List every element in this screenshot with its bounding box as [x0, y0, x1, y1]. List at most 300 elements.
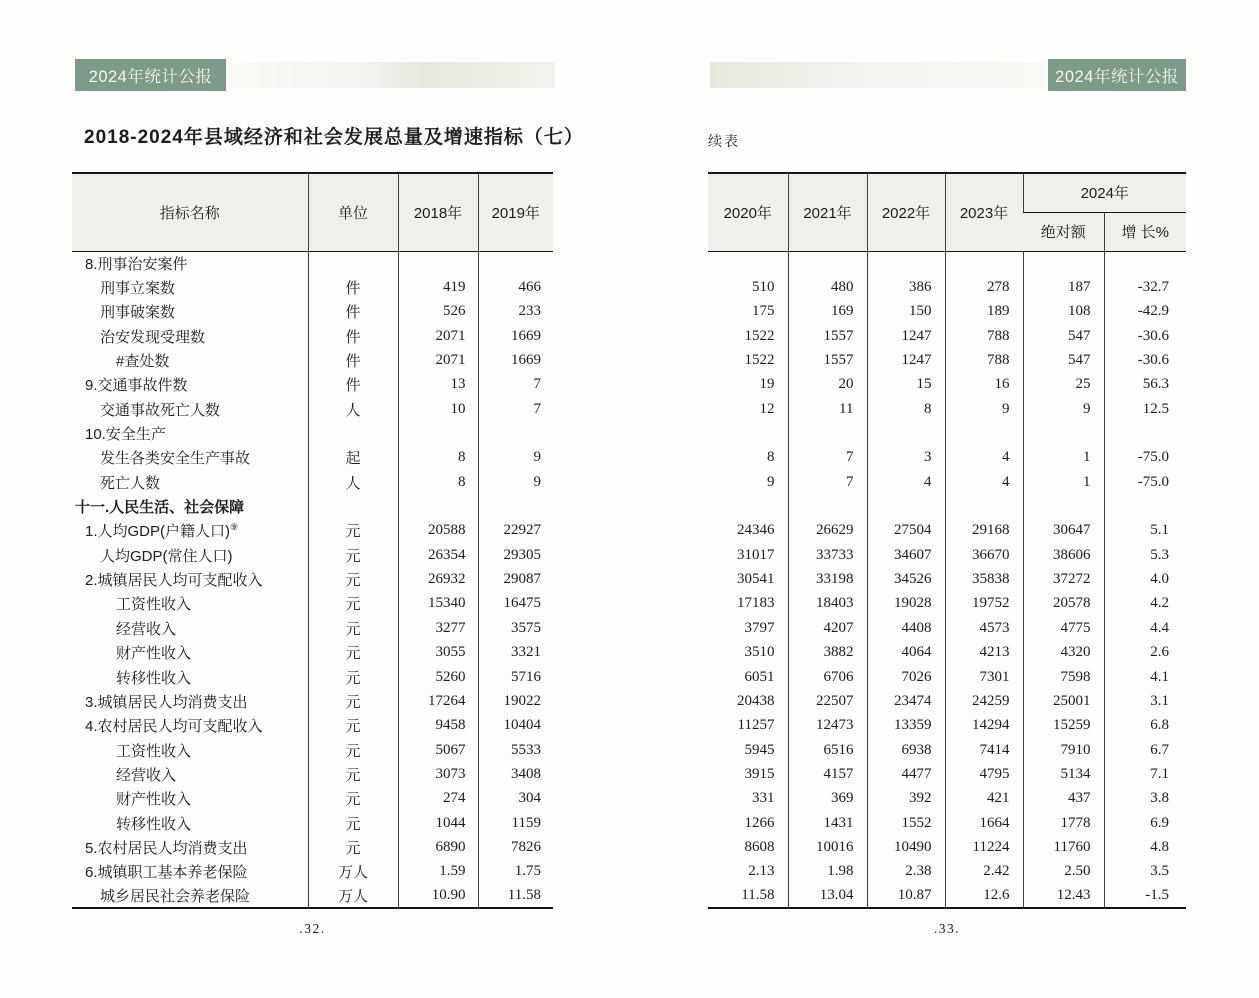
indicator-value: 12.43: [1023, 884, 1104, 908]
indicator-value: 25001: [1023, 689, 1104, 713]
left-banner-label: 2024年统计公报: [88, 68, 213, 86]
indicator-value: 274: [398, 787, 478, 811]
indicator-name: 3.城镇居民人均消费支出: [85, 693, 248, 711]
indicator-value: 9: [767, 473, 775, 490]
indicator-value: 30541: [737, 571, 775, 588]
indicator-name: 2.城镇居民人均可支配收入: [85, 572, 263, 590]
indicator-unit: 元: [308, 835, 398, 859]
indicator-unit: 件: [308, 324, 398, 348]
indicator-value: 36670: [945, 543, 1023, 567]
indicator-value: 29168: [945, 519, 1023, 543]
indicator-name: 10.安全生产: [85, 426, 166, 444]
indicators-table-right: [708, 172, 1186, 909]
indicator-value: [478, 494, 553, 518]
indicator-value: [867, 421, 945, 445]
indicator-value: 3882: [788, 641, 867, 665]
indicator-unit: 元: [308, 641, 398, 665]
indicator-value: 3510: [744, 644, 775, 661]
table-row: [72, 446, 553, 470]
indicator-value: 9: [478, 446, 553, 470]
indicator-value: 7: [478, 397, 553, 421]
table-row: [708, 567, 1186, 591]
indicator-value: 1778: [1023, 811, 1104, 835]
indicator-value: 1247: [867, 324, 945, 348]
indicator-growth-value: 56.3: [1104, 373, 1186, 397]
page-number-right: .33.: [933, 921, 961, 936]
table-row: [708, 835, 1186, 859]
indicator-growth-value: -75.0: [1104, 446, 1186, 470]
indicator-value: 2071: [398, 324, 478, 348]
indicator-value: 7: [478, 373, 553, 397]
indicator-value: 3408: [478, 762, 553, 786]
indicator-value: [867, 251, 945, 275]
indicator-value: 11.58: [741, 887, 775, 904]
table-row: [72, 275, 553, 299]
table-row: [708, 470, 1186, 494]
indicator-value: 1557: [788, 348, 867, 372]
column-group-header-2024: 2024年: [1023, 173, 1186, 212]
indicator-unit: 元: [308, 616, 398, 640]
indicator-value: 3915: [744, 765, 775, 782]
left-table-body: [72, 251, 553, 908]
indicator-value: 11760: [1023, 835, 1104, 859]
indicator-name: 治安发现受理数: [100, 328, 206, 346]
table-row: [708, 689, 1186, 713]
indicator-value: 13.04: [788, 884, 867, 908]
indicator-value: [478, 421, 553, 445]
indicator-value: 1: [1023, 446, 1104, 470]
indicator-name: 财产性收入: [116, 645, 192, 663]
table-row: [708, 738, 1186, 762]
left-table-header: [72, 173, 553, 251]
indicator-name: 刑事破案数: [100, 304, 176, 322]
indicator-unit: 万人: [308, 860, 398, 884]
table-row: [708, 811, 1186, 835]
indicator-growth-value: 3.5: [1104, 860, 1186, 884]
indicator-value: 547: [1023, 324, 1104, 348]
indicator-growth-value: 6.7: [1104, 738, 1186, 762]
indicator-growth-value: 4.0: [1104, 567, 1186, 591]
indicator-value: 304: [478, 787, 553, 811]
indicator-value: 12: [759, 400, 775, 417]
continuation-label: 续表: [708, 133, 740, 149]
indicator-value: 169: [788, 300, 867, 324]
indicator-value: 189: [945, 300, 1023, 324]
indicator-value: 1522: [744, 327, 775, 344]
indicator-value: 9: [945, 397, 1023, 421]
indicator-value: [867, 494, 945, 518]
indicator-name: 4.农村居民人均可支配收入: [85, 718, 263, 736]
indicator-value: 1247: [867, 348, 945, 372]
indicator-value: 1664: [945, 811, 1023, 835]
indicator-unit: 元: [308, 714, 398, 738]
table-row: [708, 787, 1186, 811]
indicator-value: 1669: [478, 348, 553, 372]
indicator-value: 1522: [744, 352, 775, 369]
indicator-value: 10490: [867, 835, 945, 859]
indicator-name: 城乡居民社会养老保险: [100, 888, 251, 906]
indicator-value: 11.58: [478, 884, 553, 908]
indicator-value: [788, 421, 867, 445]
indicator-value: [945, 421, 1023, 445]
indicator-value: 2.42: [945, 860, 1023, 884]
indicator-value: 17183: [737, 595, 775, 612]
indicator-growth-value: 6.9: [1104, 811, 1186, 835]
column-header-2020: 2020年: [708, 173, 788, 251]
indicator-value: 187: [1023, 275, 1104, 299]
indicator-growth-value: 3.1: [1104, 689, 1186, 713]
indicator-value: 20588: [398, 519, 478, 543]
indicator-value: 10.87: [867, 884, 945, 908]
indicator-value: 19752: [945, 592, 1023, 616]
indicator-value: 526: [398, 300, 478, 324]
indicator-value: 27504: [867, 519, 945, 543]
indicator-value: 10016: [788, 835, 867, 859]
indicator-growth-value: -30.6: [1104, 324, 1186, 348]
page-number-left: .32.: [299, 921, 326, 936]
indicator-value: 1159: [478, 811, 553, 835]
table-row: [708, 324, 1186, 348]
indicator-unit: 件: [308, 275, 398, 299]
table-row: [72, 567, 553, 591]
indicator-value: 20438: [737, 692, 775, 709]
indicator-growth-value: -32.7: [1104, 275, 1186, 299]
table-row: [72, 811, 553, 835]
indicator-unit: 元: [308, 567, 398, 591]
indicator-growth-value: -75.0: [1104, 470, 1186, 494]
indicator-growth-value: -30.6: [1104, 348, 1186, 372]
column-header-2024-absolute: 绝对额: [1023, 212, 1104, 251]
indicator-value: 13359: [867, 714, 945, 738]
table-row: [708, 519, 1186, 543]
indicator-value: 7598: [1023, 665, 1104, 689]
table-row: [708, 300, 1186, 324]
indicator-value: 34607: [867, 543, 945, 567]
indicator-value: 4795: [945, 762, 1023, 786]
indicator-value: 10.90: [398, 884, 478, 908]
indicator-value: 2.38: [867, 860, 945, 884]
indicator-value: 6516: [788, 738, 867, 762]
indicator-growth-value: 6.8: [1104, 714, 1186, 738]
indicator-unit: 起: [308, 446, 398, 470]
indicator-name: 人均GDP(常住人口): [100, 547, 233, 565]
page-title: 2018-2024年县域经济和社会发展总量及增速指标（七）: [84, 127, 584, 148]
indicator-value: 10404: [478, 714, 553, 738]
indicator-value: 12.6: [945, 884, 1023, 908]
indicator-value: 34526: [867, 567, 945, 591]
indicator-value: 3055: [398, 641, 478, 665]
indicator-value: 6938: [867, 738, 945, 762]
indicator-value: 8: [398, 470, 478, 494]
indicator-value: 3: [867, 446, 945, 470]
indicator-value: [1023, 251, 1104, 275]
indicator-value: 16: [945, 373, 1023, 397]
indicator-value: 18403: [788, 592, 867, 616]
table-row: [72, 348, 553, 372]
indicator-name: 死亡人数: [100, 474, 161, 492]
right-header-decorative-strip: [710, 62, 1046, 88]
indicator-value: 480: [788, 275, 867, 299]
indicator-growth-value: 5.1: [1104, 519, 1186, 543]
indicator-unit: 人: [308, 470, 398, 494]
indicator-value: 437: [1023, 787, 1104, 811]
indicator-value: 6890: [398, 835, 478, 859]
indicator-value: [1023, 494, 1104, 518]
indicator-value: 1431: [788, 811, 867, 835]
indicator-growth-value: [1104, 421, 1186, 445]
indicator-growth-value: -42.9: [1104, 300, 1186, 324]
indicators-table-left: [72, 172, 553, 909]
indicator-value: 788: [945, 324, 1023, 348]
table-row: [72, 251, 553, 275]
indicator-value: 8608: [744, 838, 775, 855]
indicator-growth-value: [1104, 251, 1186, 275]
indicator-value: 4157: [788, 762, 867, 786]
indicator-value: 392: [867, 787, 945, 811]
indicator-value: 11257: [737, 717, 775, 734]
indicator-value: 386: [867, 275, 945, 299]
indicator-value: 4775: [1023, 616, 1104, 640]
table-row: [72, 665, 553, 689]
indicator-value: 7301: [945, 665, 1023, 689]
table-row: [708, 884, 1186, 908]
indicator-growth-value: [1104, 494, 1186, 518]
indicator-value: 1552: [867, 811, 945, 835]
left-page-banner: [75, 59, 226, 91]
column-header-2021: 2021年: [788, 173, 867, 251]
indicator-value: [945, 494, 1023, 518]
indicator-name: 经营收入: [116, 620, 177, 638]
indicator-value: 5134: [1023, 762, 1104, 786]
indicator-unit: 元: [308, 811, 398, 835]
indicator-name: 1.人均GDP(户籍人口)⑨: [85, 522, 239, 541]
table-row: [72, 421, 553, 445]
indicator-growth-value: 4.8: [1104, 835, 1186, 859]
indicator-value: 8: [867, 397, 945, 421]
indicator-growth-value: 4.2: [1104, 592, 1186, 616]
indicator-value: 29087: [478, 567, 553, 591]
right-table-header: [708, 173, 1186, 251]
indicator-name: 转移性收入: [116, 815, 192, 833]
indicator-value: 278: [945, 275, 1023, 299]
table-row: [72, 616, 553, 640]
table-row: [72, 860, 553, 884]
table-row: [72, 762, 553, 786]
indicator-growth-value: 4.1: [1104, 665, 1186, 689]
indicator-growth-value: 2.6: [1104, 641, 1186, 665]
indicator-value: 1: [1023, 470, 1104, 494]
indicator-name: 交通事故死亡人数: [100, 401, 221, 419]
indicator-value: 510: [752, 279, 775, 296]
indicator-value: 7: [788, 446, 867, 470]
table-row: [72, 738, 553, 762]
indicator-value: 4: [867, 470, 945, 494]
indicator-value: 4064: [867, 641, 945, 665]
indicator-value: 419: [398, 275, 478, 299]
indicator-name: 刑事立案数: [100, 280, 176, 298]
table-row: [72, 641, 553, 665]
table-row: [708, 641, 1186, 665]
indicator-value: 7414: [945, 738, 1023, 762]
indicator-value: 2.13: [748, 863, 775, 880]
left-header-decorative-strip: [228, 62, 555, 88]
indicator-value: 4: [945, 446, 1023, 470]
column-header-2019: 2019年: [478, 173, 553, 251]
indicator-unit: 元: [308, 592, 398, 616]
indicator-growth-value: -1.5: [1104, 884, 1186, 908]
table-row: [72, 835, 553, 859]
indicator-unit: 元: [308, 762, 398, 786]
indicator-value: 29305: [478, 543, 553, 567]
indicator-value: 4: [945, 470, 1023, 494]
table-row: [708, 860, 1186, 884]
indicator-value: 421: [945, 787, 1023, 811]
indicator-value: 7026: [867, 665, 945, 689]
column-header-indicator-name: 指标名称: [72, 173, 308, 251]
indicator-name: 发生各类安全生产事故: [100, 450, 251, 468]
indicator-value: [708, 421, 788, 445]
indicator-value: 3073: [398, 762, 478, 786]
indicator-value: 33198: [788, 567, 867, 591]
indicator-value: 37272: [1023, 567, 1104, 591]
table-row: [72, 470, 553, 494]
right-page-banner: [1048, 59, 1186, 91]
indicator-value: 15340: [398, 592, 478, 616]
indicator-growth-value: 7.1: [1104, 762, 1186, 786]
indicator-name: 转移性收入: [116, 669, 192, 687]
indicator-value: 369: [788, 787, 867, 811]
indicator-value: 9: [478, 470, 553, 494]
indicator-value: [945, 251, 1023, 275]
indicator-value: 9: [1023, 397, 1104, 421]
indicator-name: 6.城镇职工基本养老保险: [85, 864, 248, 882]
indicator-unit: [308, 251, 398, 275]
indicator-value: 17264: [398, 689, 478, 713]
indicator-value: 20: [788, 373, 867, 397]
indicator-unit: 元: [308, 787, 398, 811]
indicator-value: [708, 494, 788, 518]
indicator-value: 19028: [867, 592, 945, 616]
indicator-value: 19022: [478, 689, 553, 713]
indicator-value: [398, 421, 478, 445]
indicator-unit: 元: [308, 665, 398, 689]
indicator-value: 1.75: [478, 860, 553, 884]
indicator-value: 3797: [744, 619, 775, 636]
indicator-unit: [308, 494, 398, 518]
indicator-value: [398, 251, 478, 275]
table-row: [708, 446, 1186, 470]
indicator-value: 5945: [744, 741, 775, 758]
table-row: [72, 714, 553, 738]
indicator-value: 9458: [398, 714, 478, 738]
indicator-value: 6051: [744, 668, 775, 685]
column-header-2018: 2018年: [398, 173, 478, 251]
right-table-body: [708, 251, 1186, 908]
column-header-2022: 2022年: [867, 173, 945, 251]
indicator-value: 38606: [1023, 543, 1104, 567]
indicator-name: 工资性收入: [116, 596, 192, 614]
indicator-value: [1023, 421, 1104, 445]
indicator-value: 4320: [1023, 641, 1104, 665]
indicator-unit: 人: [308, 397, 398, 421]
indicator-value: 175: [752, 303, 775, 320]
indicator-value: 20578: [1023, 592, 1104, 616]
indicator-value: 7826: [478, 835, 553, 859]
indicator-value: 10: [398, 397, 478, 421]
indicator-value: 4573: [945, 616, 1023, 640]
table-row: [708, 616, 1186, 640]
indicator-name: 十一.人民生活、社会保障: [75, 499, 245, 517]
indicator-value: 3277: [398, 616, 478, 640]
indicator-value: 5533: [478, 738, 553, 762]
indicator-value: 26629: [788, 519, 867, 543]
indicator-value: [788, 251, 867, 275]
table-row: [72, 397, 553, 421]
indicator-value: 35838: [945, 567, 1023, 591]
table-row: [72, 592, 553, 616]
indicator-value: 3575: [478, 616, 553, 640]
table-row: [72, 519, 553, 543]
indicator-value: 547: [1023, 348, 1104, 372]
table-row: [72, 494, 553, 518]
table-row: [708, 665, 1186, 689]
indicator-unit: 件: [308, 300, 398, 324]
indicator-value: 3321: [478, 641, 553, 665]
indicator-name: 经营收入: [116, 766, 177, 784]
table-row: [708, 251, 1186, 275]
table-row: [708, 373, 1186, 397]
indicator-name: 工资性收入: [116, 742, 192, 760]
indicator-value: 13: [398, 373, 478, 397]
indicator-value: 22507: [788, 689, 867, 713]
indicator-value: 4213: [945, 641, 1023, 665]
indicator-value: 5067: [398, 738, 478, 762]
table-row: [708, 592, 1186, 616]
indicator-value: 233: [478, 300, 553, 324]
indicator-unit: 元: [308, 519, 398, 543]
indicator-value: 16475: [478, 592, 553, 616]
table-row: [708, 714, 1186, 738]
indicator-value: 4477: [867, 762, 945, 786]
indicator-name: #查处数: [116, 353, 170, 371]
table-row: [708, 494, 1186, 518]
indicator-value: 4408: [867, 616, 945, 640]
indicator-value: 26932: [398, 567, 478, 591]
indicator-value: 24259: [945, 689, 1023, 713]
indicator-value: [788, 494, 867, 518]
table-row: [708, 421, 1186, 445]
indicator-growth-value: 5.3: [1104, 543, 1186, 567]
table-row: [708, 397, 1186, 421]
indicator-unit: 万人: [308, 884, 398, 908]
table-row: [72, 324, 553, 348]
indicator-growth-value: 4.4: [1104, 616, 1186, 640]
indicator-value: 11224: [945, 835, 1023, 859]
indicator-value: 4207: [788, 616, 867, 640]
column-header-2023: 2023年: [945, 173, 1023, 251]
indicator-value: 5260: [398, 665, 478, 689]
table-row: [708, 543, 1186, 567]
indicator-value: 1.98: [788, 860, 867, 884]
table-row: [72, 373, 553, 397]
indicator-value: [478, 251, 553, 275]
indicator-value: 25: [1023, 373, 1104, 397]
indicator-value: 31017: [737, 546, 775, 563]
indicator-value: 2.50: [1023, 860, 1104, 884]
indicator-value: 8: [398, 446, 478, 470]
indicator-unit: [308, 421, 398, 445]
indicator-value: 1557: [788, 324, 867, 348]
